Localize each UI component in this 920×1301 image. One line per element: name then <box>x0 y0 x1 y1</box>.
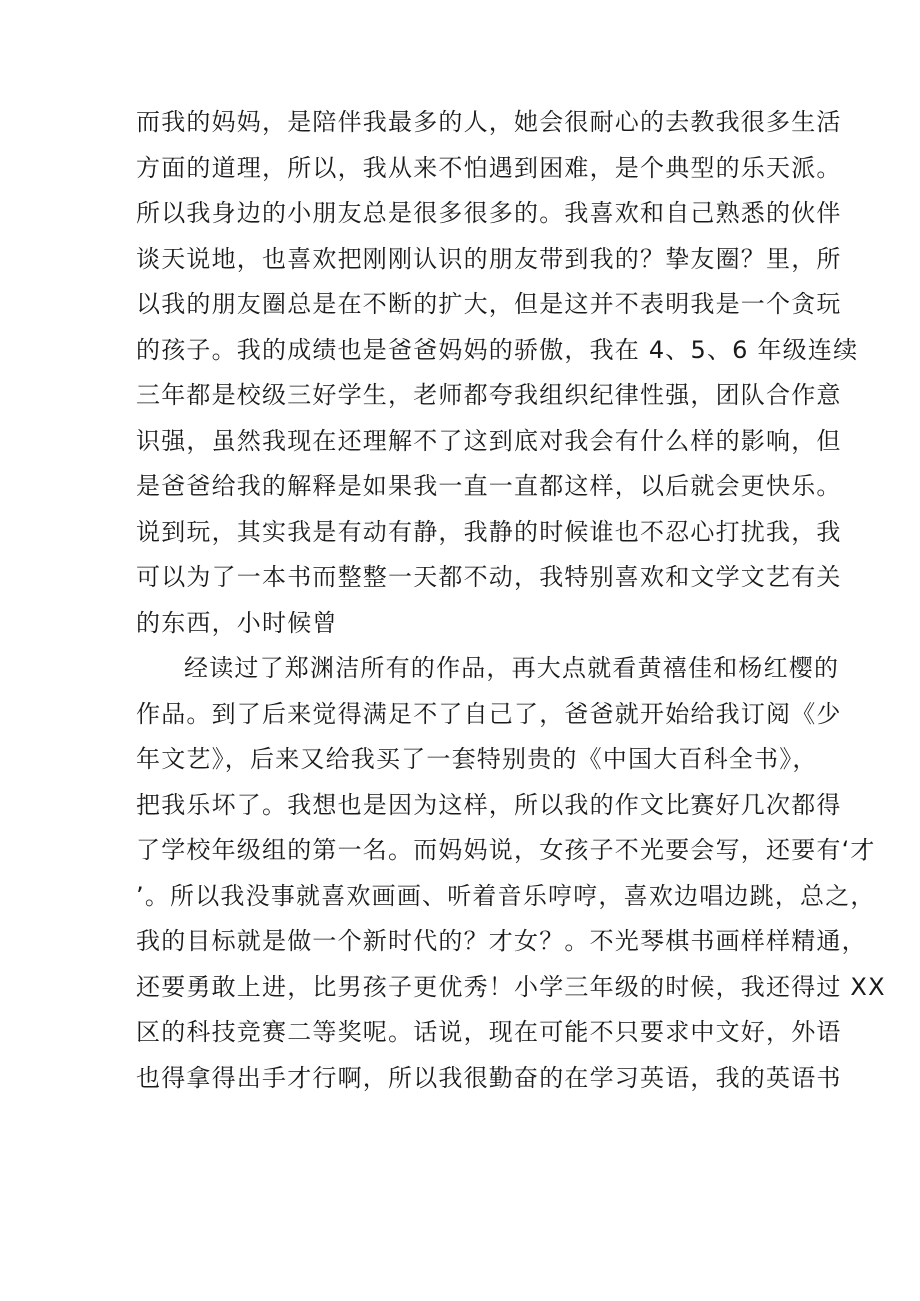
text-line: 经读过了郑渊洁所有的作品，再大点就看黄禧佳和杨红樱的 <box>184 654 840 682</box>
document-body <box>136 100 886 1101</box>
paragraph-1 <box>136 100 859 646</box>
text-line: 可以为了一本书而整整一天都不动，我特别喜欢和文学文艺有关 <box>136 563 842 591</box>
text-line: 谈天说地，也喜欢把刚刚认识的朋友带到我的？挚友圈？里，所 <box>136 244 842 273</box>
text-line: 以我的朋友圈总是在不断的扩大，但是这并不表明我是一个贪玩 <box>136 290 842 318</box>
text-line: 年文艺》，后来又给我买了一套特别贵的《中国大百科全书》， <box>136 745 818 773</box>
text-line: 识强，虽然我现在还理解不了这到底对我会有什么样的影响，但 <box>136 426 842 455</box>
text-line: 的孩子。我的成绩也是爸爸妈妈的骄傲，我在 4、5、6 年级连续 <box>136 335 859 364</box>
text-line: 区的科技竞赛二等奖呢。话说，现在可能不只要求中文好，外语 <box>136 1018 842 1046</box>
text-line: 三年都是校级三好学生，老师都夸我组织纪律性强，团队合作意 <box>136 381 842 409</box>
paragraph-2 <box>136 646 886 1101</box>
text-line: 说到玩，其实我是有动有静，我静的时候谁也不忍心打扰我，我 <box>136 517 842 546</box>
text-line: 所以我身边的小朋友总是很多很多的。我喜欢和自己熟悉的伙伴 <box>136 199 842 227</box>
text-line: 的东西，小时候曾 <box>136 608 338 637</box>
text-line: 是爸爸给我的解释是如果我一直一直都这样，以后就会更快乐。 <box>136 472 842 500</box>
text-line: 也得拿得出手才行啊，所以我很勤奋的在学习英语，我的英语书 <box>136 1063 842 1092</box>
text-line: 我的目标就是做一个新时代的？才女？。不光琴棋书画样样精通， <box>136 927 867 955</box>
text-line: ’。所以我没事就喜欢画画、听着音乐哼哼，喜欢边唱边跳，总之， <box>136 881 876 910</box>
text-line: 方面的道理，所以，我从来不怕遇到困难，是个典型的乐天派。 <box>136 153 842 182</box>
text-line: 把我乐坏了。我想也是因为这样，所以我的作文比赛好几次都得 <box>136 790 842 819</box>
text-line: 而我的妈妈，是陪伴我最多的人，她会很耐心的去教我很多生活 <box>136 108 842 136</box>
text-line: 了学校年级组的第一名。而妈妈说，女孩子不光要会写，还要有‘才 <box>136 836 876 864</box>
text-line: 作品。到了后来觉得满足不了自己了，爸爸就开始给我订阅《少 <box>136 699 842 728</box>
text-line: 还要勇敢上进，比男孩子更优秀！小学三年级的时候，我还得过 XX <box>136 972 886 1001</box>
